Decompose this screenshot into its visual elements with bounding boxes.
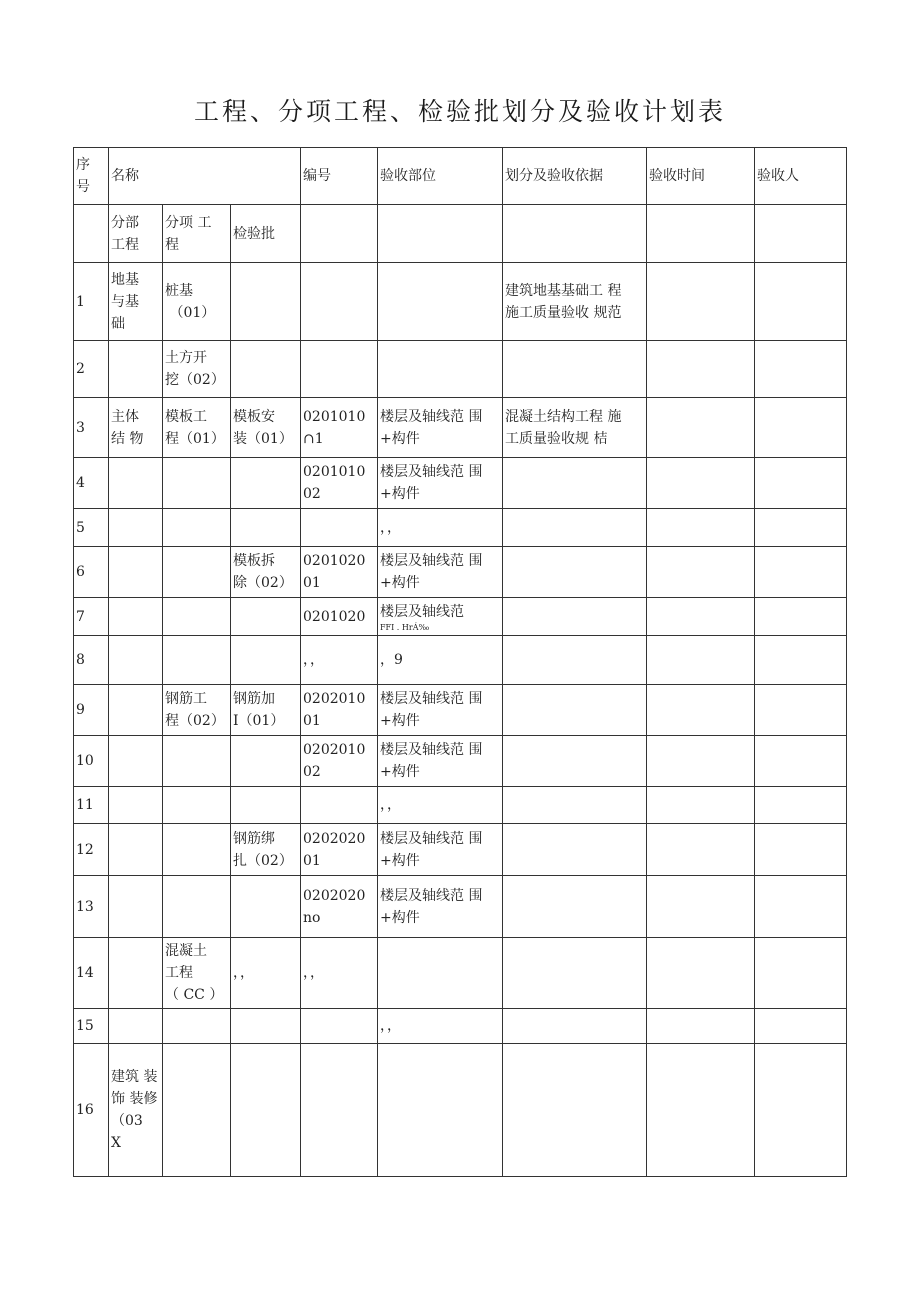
location-cell-text: 楼层及轴线范 xyxy=(380,603,464,620)
time-cell xyxy=(647,458,755,509)
location-cell xyxy=(378,547,503,598)
time-cell xyxy=(647,1009,755,1044)
sub-item-cell-text: 混凝土 工程 （ CC ） xyxy=(165,943,224,1003)
person-cell xyxy=(755,824,847,876)
code-cell xyxy=(301,685,378,736)
sub-item-cell xyxy=(163,876,231,938)
seq-cell: 14 xyxy=(74,938,109,1009)
person-cell xyxy=(755,547,847,598)
sub-item-cell xyxy=(163,458,231,509)
location-note: FFI . HrÁ‰ xyxy=(380,622,430,632)
division-cell xyxy=(109,1044,163,1177)
seq-cell: 9 xyxy=(74,685,109,736)
location-cell-text: 楼层及轴线范 围 +构件 xyxy=(380,408,483,447)
batch-cell-text: 模板拆 除（02） xyxy=(233,553,293,591)
table-row xyxy=(74,398,847,458)
location-cell xyxy=(378,458,503,509)
sub-item-cell-text: 桩基 （01） xyxy=(165,282,216,321)
basis-cell-text: 混凝土结构工程 施 工质量验收规 桔 xyxy=(505,408,622,447)
basis-cell xyxy=(503,547,647,598)
location-cell-text: 楼层及轴线范 围 +构件 xyxy=(380,742,483,780)
division-cell xyxy=(109,787,163,824)
person-cell xyxy=(755,787,847,824)
code-cell-text: 0201020 xyxy=(303,608,366,625)
division-cell xyxy=(109,938,163,1009)
person-cell xyxy=(755,263,847,341)
table-row xyxy=(74,685,847,736)
batch-cell xyxy=(231,636,301,685)
seq-cell: 3 xyxy=(74,398,109,458)
location-cell xyxy=(378,636,503,685)
batch-cell xyxy=(231,938,301,1009)
division-cell xyxy=(109,1009,163,1044)
seq-cell: 11 xyxy=(74,787,109,824)
person-cell xyxy=(755,598,847,636)
sub-item-cell xyxy=(163,398,231,458)
basis-cell xyxy=(503,341,647,398)
basis-cell xyxy=(503,787,647,824)
basis-cell xyxy=(503,736,647,787)
time-cell xyxy=(647,598,755,636)
basis-cell xyxy=(503,824,647,876)
code-cell xyxy=(301,1044,378,1177)
code-cell-text: 0201010 02 xyxy=(303,464,366,502)
location-cell-text: ，， xyxy=(380,797,401,813)
division-cell xyxy=(109,598,163,636)
sub-item-cell xyxy=(163,787,231,824)
time-cell xyxy=(647,398,755,458)
batch-cell-text: 钢筋加 I（01） xyxy=(233,691,285,729)
table-row xyxy=(74,458,847,509)
sub-item-cell xyxy=(163,1044,231,1177)
location-cell xyxy=(378,824,503,876)
batch-cell xyxy=(231,263,301,341)
code-cell-text: 0202020 no xyxy=(303,887,366,926)
sub-item-cell xyxy=(163,1009,231,1044)
batch-cell-text: 钢筋绑 扎（02） xyxy=(233,830,293,869)
header-time: 验收时间 xyxy=(647,148,755,205)
location-cell-text: ，， xyxy=(380,519,401,536)
batch-cell-text: 模板安 装（01） xyxy=(233,408,293,447)
batch-cell xyxy=(231,1009,301,1044)
division-cell xyxy=(109,636,163,685)
table-row xyxy=(74,824,847,876)
code-cell xyxy=(301,509,378,547)
code-cell xyxy=(301,824,378,876)
location-cell xyxy=(378,938,503,1009)
seq-cell: 4 xyxy=(74,458,109,509)
code-cell xyxy=(301,458,378,509)
seq-cell: 8 xyxy=(74,636,109,685)
basis-cell xyxy=(503,1044,647,1177)
header-person: 验收人 xyxy=(755,148,847,205)
basis-cell xyxy=(503,398,647,458)
time-cell xyxy=(647,736,755,787)
header-sub-division: 分部 工程 xyxy=(109,205,163,263)
code-cell xyxy=(301,398,378,458)
header-sub-item: 分项 工 程 xyxy=(163,205,231,263)
batch-cell xyxy=(231,341,301,398)
header-seq: 序 号 xyxy=(74,148,109,205)
location-cell xyxy=(378,685,503,736)
location-cell xyxy=(378,263,503,341)
header-batch: 检验批 xyxy=(231,205,301,263)
time-cell xyxy=(647,876,755,938)
location-cell-text: ，9 xyxy=(380,652,403,668)
person-cell xyxy=(755,938,847,1009)
division-cell xyxy=(109,509,163,547)
seq-cell: 13 xyxy=(74,876,109,938)
time-cell xyxy=(647,509,755,547)
person-cell xyxy=(755,341,847,398)
code-cell-text: 0202010 02 xyxy=(303,742,366,780)
location-cell-text: 楼层及轴线范 围 +构件 xyxy=(380,691,483,729)
location-cell-text: 楼层及轴线范 围 +构件 xyxy=(380,887,483,926)
basis-cell xyxy=(503,263,647,341)
table-row xyxy=(74,636,847,685)
header-basis: 划分及验收依据 xyxy=(503,148,647,205)
basis-cell xyxy=(503,876,647,938)
code-cell xyxy=(301,341,378,398)
time-cell xyxy=(647,263,755,341)
batch-cell xyxy=(231,1044,301,1177)
basis-cell xyxy=(503,509,647,547)
table-row xyxy=(74,1009,847,1044)
code-cell xyxy=(301,1009,378,1044)
person-cell xyxy=(755,458,847,509)
basis-cell xyxy=(503,938,647,1009)
person-cell xyxy=(755,1009,847,1044)
table-row xyxy=(74,938,847,1009)
code-cell-text: 0202020 01 xyxy=(303,830,366,869)
location-cell xyxy=(378,341,503,398)
division-cell xyxy=(109,736,163,787)
basis-cell-text: 建筑地基基础工 程 施工质量验收 规范 xyxy=(505,282,622,321)
location-cell xyxy=(378,787,503,824)
location-cell-text: ，， xyxy=(380,1018,401,1034)
basis-cell xyxy=(503,458,647,509)
time-cell xyxy=(647,787,755,824)
seq-cell: 12 xyxy=(74,824,109,876)
subheader-blank xyxy=(74,205,109,263)
person-cell xyxy=(755,685,847,736)
sub-item-cell xyxy=(163,263,231,341)
location-cell-text: 楼层及轴线范 围 +构件 xyxy=(380,830,483,869)
division-cell-text: 建筑 装 饰 装修 （03 X xyxy=(111,1069,158,1151)
division-cell xyxy=(109,685,163,736)
seq-cell: 1 xyxy=(74,263,109,341)
location-cell-text: 楼层及轴线范 围 +构件 xyxy=(380,464,483,502)
code-cell xyxy=(301,263,378,341)
person-cell xyxy=(755,509,847,547)
table-row xyxy=(74,547,847,598)
location-cell xyxy=(378,398,503,458)
location-cell xyxy=(378,1044,503,1177)
batch-cell xyxy=(231,398,301,458)
location-cell-text: 楼层及轴线范 围 +构件 xyxy=(380,553,483,591)
code-cell xyxy=(301,547,378,598)
division-cell xyxy=(109,263,163,341)
seq-cell: 15 xyxy=(74,1009,109,1044)
time-cell xyxy=(647,636,755,685)
code-cell xyxy=(301,736,378,787)
code-cell xyxy=(301,787,378,824)
person-cell xyxy=(755,736,847,787)
location-cell xyxy=(378,1009,503,1044)
location-cell xyxy=(378,736,503,787)
page-title: 工程、分项工程、检验批划分及验收计划表 xyxy=(193,97,726,126)
division-cell xyxy=(109,458,163,509)
division-cell xyxy=(109,824,163,876)
table-row xyxy=(74,787,847,824)
header-name: 名称 xyxy=(109,148,301,205)
time-cell xyxy=(647,547,755,598)
batch-cell xyxy=(231,787,301,824)
division-cell xyxy=(109,341,163,398)
batch-cell-text: ，， xyxy=(233,965,254,981)
sub-item-cell xyxy=(163,736,231,787)
sub-item-cell xyxy=(163,824,231,876)
code-cell-text: 0201010 ∩1 xyxy=(303,408,366,447)
seq-cell: 6 xyxy=(74,547,109,598)
table-row xyxy=(74,876,847,938)
person-cell xyxy=(755,398,847,458)
sub-item-cell xyxy=(163,636,231,685)
code-cell xyxy=(301,636,378,685)
sub-item-cell xyxy=(163,341,231,398)
table-row xyxy=(74,736,847,787)
sub-item-cell xyxy=(163,509,231,547)
division-cell-text: 主体 结 物 xyxy=(111,408,144,447)
seq-cell: 7 xyxy=(74,598,109,636)
person-cell xyxy=(755,1044,847,1177)
table-row xyxy=(74,509,847,547)
person-cell xyxy=(755,876,847,938)
table-row xyxy=(74,263,847,341)
seq-cell: 5 xyxy=(74,509,109,547)
sub-item-cell xyxy=(163,598,231,636)
seq-cell: 2 xyxy=(74,341,109,398)
batch-cell xyxy=(231,509,301,547)
division-cell-text: 地基 与基 础 xyxy=(111,271,139,332)
subheader-row xyxy=(74,205,847,263)
basis-cell xyxy=(503,636,647,685)
basis-cell xyxy=(503,1009,647,1044)
code-cell xyxy=(301,876,378,938)
basis-cell xyxy=(503,598,647,636)
header-location: 验收部位 xyxy=(378,148,503,205)
sub-item-cell-text: 土方开 挖（02） xyxy=(165,350,225,388)
code-cell-text: 0201020 01 xyxy=(303,553,366,591)
code-cell xyxy=(301,598,378,636)
sub-item-cell xyxy=(163,938,231,1009)
time-cell xyxy=(647,938,755,1009)
division-cell xyxy=(109,547,163,598)
batch-cell xyxy=(231,458,301,509)
seq-cell: 10 xyxy=(74,736,109,787)
batch-cell xyxy=(231,685,301,736)
time-cell xyxy=(647,685,755,736)
plan-table xyxy=(73,147,847,1177)
batch-cell xyxy=(231,876,301,938)
location-cell xyxy=(378,876,503,938)
table-row xyxy=(74,341,847,398)
code-cell xyxy=(301,938,378,1009)
code-cell-text: ，， xyxy=(303,652,324,668)
batch-cell xyxy=(231,736,301,787)
location-cell xyxy=(378,598,503,636)
header-code: 编号 xyxy=(301,148,378,205)
batch-cell xyxy=(231,598,301,636)
time-cell xyxy=(647,824,755,876)
code-cell-text: ，， xyxy=(303,965,324,981)
code-cell-text: 0202010 01 xyxy=(303,691,366,729)
header-row xyxy=(74,148,847,205)
sub-item-cell xyxy=(163,685,231,736)
location-cell xyxy=(378,509,503,547)
person-cell xyxy=(755,636,847,685)
batch-cell xyxy=(231,824,301,876)
time-cell xyxy=(647,341,755,398)
table-row xyxy=(74,598,847,636)
batch-cell xyxy=(231,547,301,598)
sub-item-cell-text: 钢筋工 程（02） xyxy=(165,691,225,729)
seq-cell: 16 xyxy=(74,1044,109,1177)
sub-item-cell xyxy=(163,547,231,598)
division-cell xyxy=(109,398,163,458)
time-cell xyxy=(647,1044,755,1177)
division-cell xyxy=(109,876,163,938)
basis-cell xyxy=(503,685,647,736)
table-row xyxy=(74,1044,847,1177)
sub-item-cell-text: 模板工 程（01） xyxy=(165,408,225,447)
